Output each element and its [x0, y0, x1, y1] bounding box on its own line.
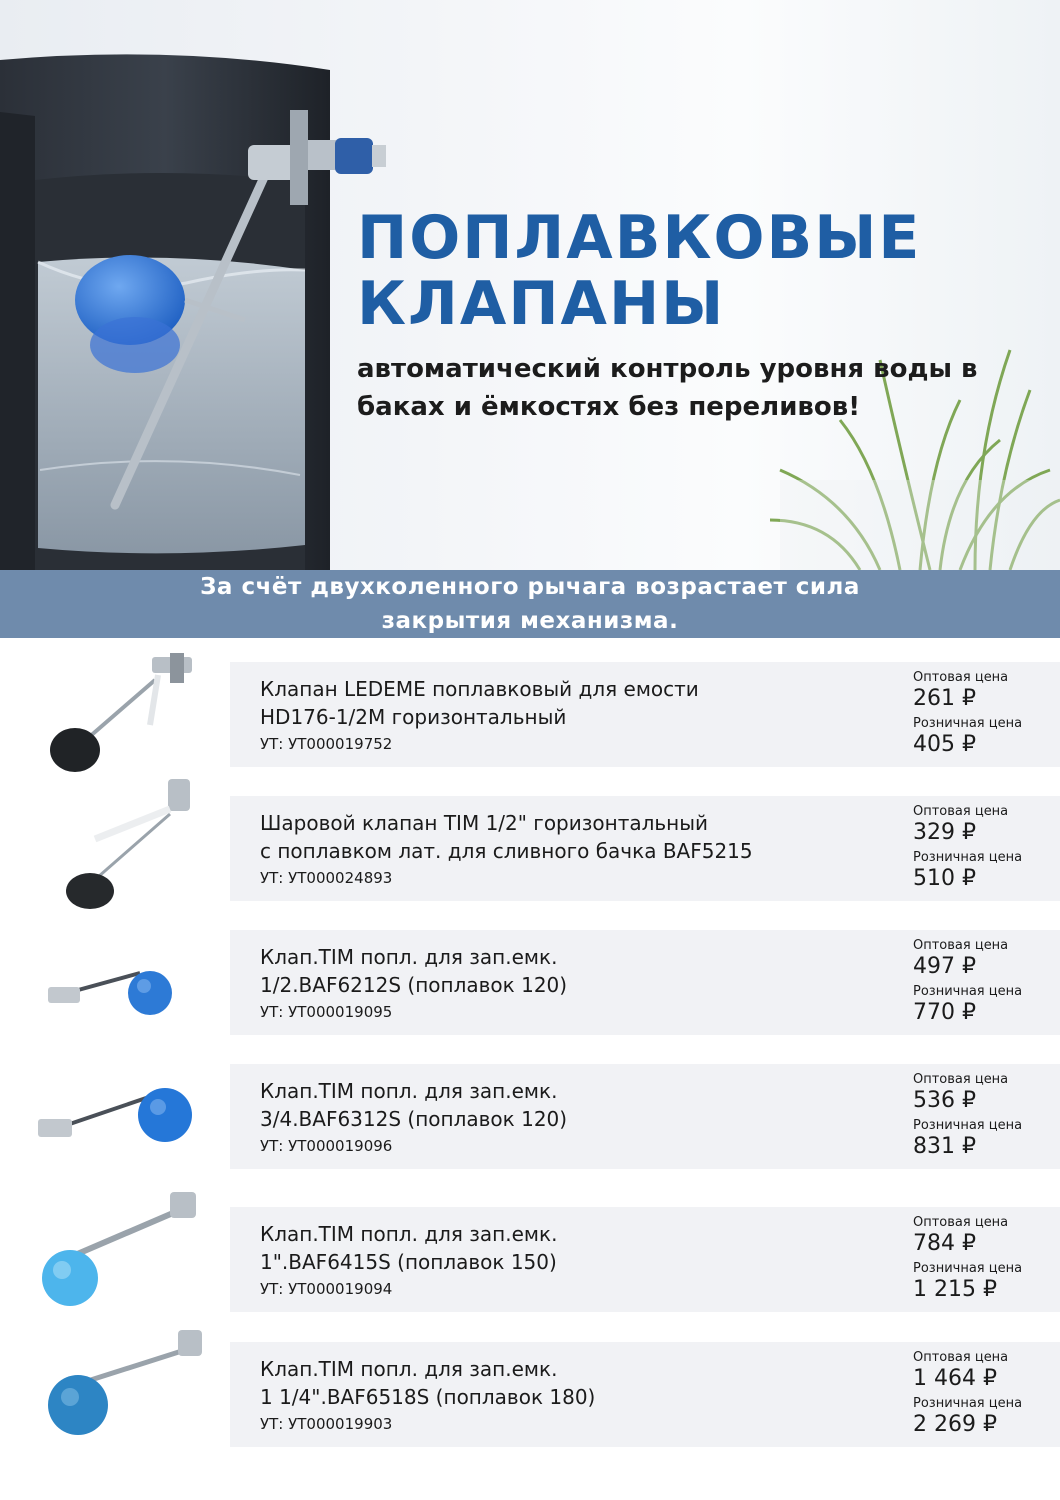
retail-price: 1 215 ₽ — [913, 1277, 997, 1302]
product-name: Клап.TIM попл. для зап.емк. 1/2.BAF6212S (поплавок 120) — [260, 945, 568, 997]
product-item[interactable] — [0, 1047, 1060, 1177]
retail-price: 510 ₽ — [913, 866, 976, 891]
retail-price-label: Розничная цена — [913, 1118, 1023, 1133]
float-valve-image — [20, 779, 210, 909]
product-name: Клап.TIM попл. для зап.емк. 1 1/4".BAF6518S (поплавок 180) — [260, 1357, 596, 1409]
price-block — [913, 938, 1053, 1030]
product-code: УТ: УТ000019903 — [260, 1415, 393, 1433]
product-code: УТ: УТ000019752 — [260, 735, 393, 753]
wholesale-price-label: Оптовая цена — [913, 1215, 1009, 1230]
product-name: Клап.TIM попл. для зап.емк. 3/4.BAF6312S (поплавок 120) — [260, 1079, 568, 1131]
wholesale-price-label: Оптовая цена — [913, 1350, 1009, 1365]
wholesale-price: 497 ₽ — [913, 954, 976, 979]
product-item[interactable] — [0, 645, 1060, 775]
wholesale-price-label: Оптовая цена — [913, 1072, 1009, 1087]
retail-price: 405 ₽ — [913, 732, 976, 757]
wholesale-price: 784 ₽ — [913, 1231, 976, 1256]
retail-price: 2 269 ₽ — [913, 1412, 997, 1437]
product-card — [230, 1207, 1060, 1312]
price-block — [913, 1072, 1053, 1164]
hero-title: ПОПЛАВКОВЫЕ КЛАПАНЫ — [357, 203, 922, 339]
product-card — [230, 930, 1060, 1035]
banner-text: За счёт двухколенного рычага возрастает сила закрытия механизма. — [200, 574, 860, 634]
product-code: УТ: УТ000019096 — [260, 1137, 393, 1155]
product-card — [230, 662, 1060, 767]
product-name: Клапан LEDEME поплавковый для емости HD176-1/2M горизонтальный — [260, 677, 699, 729]
float-valve-image — [20, 1047, 210, 1177]
price-block — [913, 1350, 1053, 1442]
product-card — [230, 796, 1060, 901]
wholesale-price: 261 ₽ — [913, 686, 976, 711]
float-valve-image — [20, 1190, 210, 1320]
wholesale-price-label: Оптовая цена — [913, 938, 1009, 953]
product-code: УТ: УТ000019095 — [260, 1003, 393, 1021]
hero-subtitle: автоматический контроль уровня воды в баках и ёмкостях без переливов! — [357, 354, 978, 422]
product-name: Клап.TIM попл. для зап.емк. 1".BAF6415S (поплавок 150) — [260, 1222, 558, 1274]
retail-price: 831 ₽ — [913, 1134, 976, 1159]
wholesale-price: 329 ₽ — [913, 820, 976, 845]
wholesale-price: 536 ₽ — [913, 1088, 976, 1113]
product-item[interactable] — [0, 913, 1060, 1043]
float-valve-image — [20, 645, 210, 775]
product-card — [230, 1342, 1060, 1447]
float-valve-image — [20, 913, 210, 1043]
hero-section — [0, 0, 1060, 570]
retail-price-label: Розничная цена — [913, 984, 1023, 999]
price-block — [913, 670, 1053, 762]
wholesale-price-label: Оптовая цена — [913, 670, 1009, 685]
wholesale-price: 1 464 ₽ — [913, 1366, 997, 1391]
product-item[interactable] — [0, 1325, 1060, 1455]
product-code: УТ: УТ000024893 — [260, 869, 393, 887]
product-item[interactable] — [0, 1190, 1060, 1320]
retail-price-label: Розничная цена — [913, 1396, 1023, 1411]
retail-price-label: Розничная цена — [913, 850, 1023, 865]
product-code: УТ: УТ000019094 — [260, 1280, 393, 1298]
product-name: Шаровой клапан TIM 1/2" горизонтальный с поплавком лат. для сливного бачка BAF5215 — [260, 811, 753, 863]
float-valve-image — [20, 1325, 210, 1455]
product-item[interactable] — [0, 779, 1060, 909]
retail-price-label: Розничная цена — [913, 1261, 1023, 1276]
price-block — [913, 804, 1053, 896]
product-card — [230, 1064, 1060, 1169]
price-block — [913, 1215, 1053, 1307]
feature-banner — [0, 570, 1060, 638]
retail-price: 770 ₽ — [913, 1000, 976, 1025]
wholesale-price-label: Оптовая цена — [913, 804, 1009, 819]
retail-price-label: Розничная цена — [913, 716, 1023, 731]
